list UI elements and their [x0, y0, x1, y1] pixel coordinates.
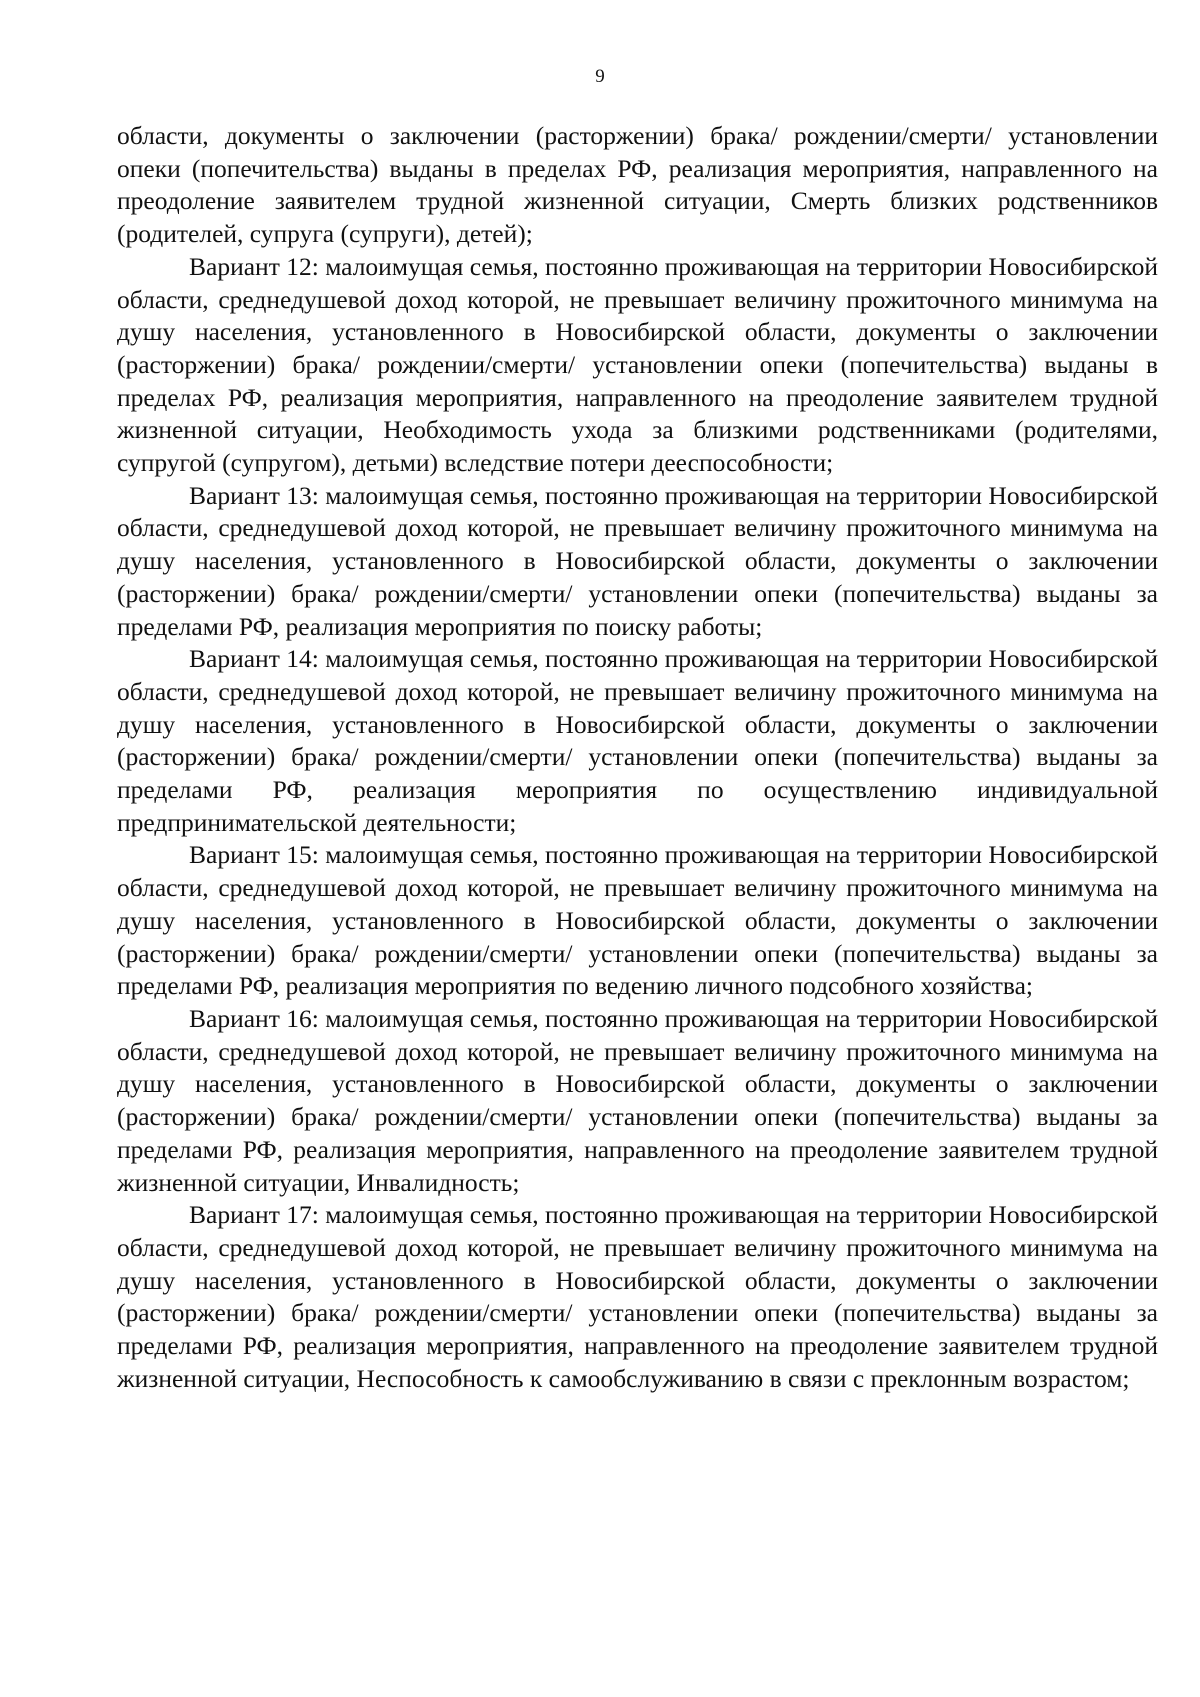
page-number: 9 — [595, 66, 605, 87]
paragraph-variant-14: Вариант 14: малоимущая семья, постоянно проживающая на территории Новосибирской области, среднедушевой доход которой, не превышает величину прожиточного минимума на душу населения, установленного в Новосибирской области, документы о заключении (расторжении) брака/ рождении/смерти/ установлении опеки (попечительства) выданы за пределами РФ, реализация мероприятия по осуществлению индивидуальной предпринимательской деятельности; — [117, 644, 1158, 837]
paragraph-variant-13: Вариант 13: малоимущая семья, постоянно проживающая на территории Новосибирской области, среднедушевой доход которой, не превышает величину прожиточного минимума на душу населения, установленного в Новосибирской области, документы о заключении (расторжении) брака/ рождении/смерти/ установлении опеки (попечительства) выданы за пределами РФ, реализация мероприятия по поиску работы; — [117, 480, 1158, 641]
paragraph-continuation: области, документы о заключении (расторжении) брака/ рождении/смерти/ установлении опеки (попечительства) выданы в пределах РФ, реализация мероприятия, направленного на преодоление заявителем трудной жизненной ситуации, Смерть близких родственников (родителей, супруга (супруги), детей); — [117, 121, 1158, 249]
paragraph-variant-12: Вариант 12: малоимущая семья, постоянно проживающая на территории Новосибирской области, среднедушевой доход которой, не превышает величину прожиточного минимума на душу населения, установленного в Новосибирской области, документы о заключении (расторжении) брака/ рождении/смерти/ установлении опеки (попечительства) выданы в пределах РФ, реализация мероприятия, направленного на преодоление заявителем трудной жизненной ситуации, Необходимость ухода за близкими родственниками (родителями, супругой (супругом), детьми) вследствие потери дееспособности; — [117, 251, 1158, 478]
document-body — [117, 120, 1158, 1395]
paragraph-variant-17: Вариант 17: малоимущая семья, постоянно проживающая на территории Новосибирской области, среднедушевой доход которой, не превышает величину прожиточного минимума на душу населения, установленного в Новосибирской области, документы о заключении (расторжении) брака/ рождении/смерти/ установлении опеки (попечительства) выданы за пределами РФ, реализация мероприятия, направленного на преодоление заявителем трудной жизненной ситуации, Неспособность к самообслуживанию в связи с преклонным возрастом; — [117, 1200, 1158, 1393]
paragraph-variant-15: Вариант 15: малоимущая семья, постоянно проживающая на территории Новосибирской области, среднедушевой доход которой, не превышает величину прожиточного минимума на душу населения, установленного в Новосибирской области, документы о заключении (расторжении) брака/ рождении/смерти/ установлении опеки (попечительства) выданы за пределами РФ, реализация мероприятия по ведению личного подсобного хозяйства; — [117, 840, 1158, 1001]
paragraph-variant-16: Вариант 16: малоимущая семья, постоянно проживающая на территории Новосибирской области, среднедушевой доход которой, не превышает величину прожиточного минимума на душу населения, установленного в Новосибирской области, документы о заключении (расторжении) брака/ рождении/смерти/ установлении опеки (попечительства) выданы за пределами РФ, реализация мероприятия, направленного на преодоление заявителем трудной жизненной ситуации, Инвалидность; — [117, 1003, 1158, 1197]
